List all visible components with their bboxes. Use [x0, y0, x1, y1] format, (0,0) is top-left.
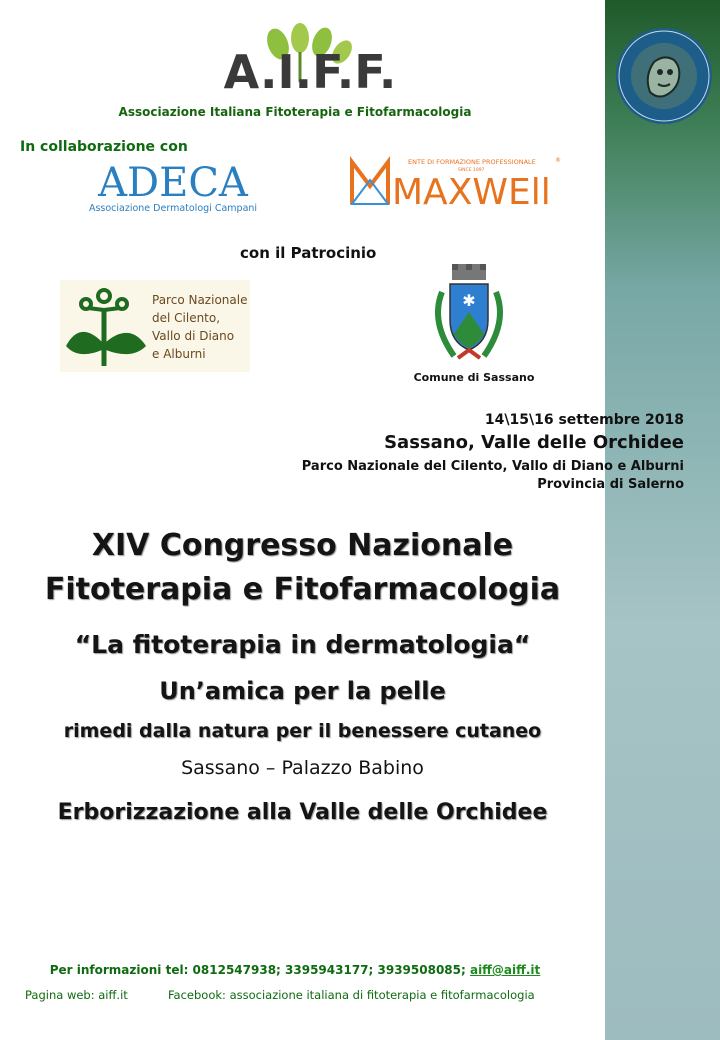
congress-tagline: Un’amica per la pelle	[159, 677, 446, 705]
adeca-logo	[88, 156, 258, 216]
svg-text:ADECA: ADECA	[98, 160, 248, 206]
association-name: Associazione Italiana Fitoterapia e Fitofarmacologia	[118, 105, 472, 119]
svg-text:Associazione Dermatologi Campa: Associazione Dermatologi Campani	[88, 203, 258, 214]
patronage-label: con il Patrocinio	[240, 244, 377, 262]
contact-info	[0, 963, 590, 977]
website-text: Pagina web: aiff.it	[25, 988, 128, 1002]
svg-text:SINCE 1997: SINCE 1997	[458, 168, 485, 173]
contact-phones: Per informazioni tel: 0812547938; 3395943177; 3939508085;	[49, 963, 470, 977]
svg-text:®: ®	[555, 157, 561, 164]
congress-title: XIV Congresso Nazionale	[91, 528, 514, 563]
maxwell-logo	[348, 152, 563, 212]
email-link[interactable]: aiff@aiff.it	[469, 963, 541, 977]
collaboration-label: In collaborazione con	[20, 139, 188, 155]
svg-text:Parco Nazionale del Cilent: Parco Nazionale del Cilento, Vallo di Diano e Alburni	[152, 293, 248, 361]
svg-text:ENTE DI FORMAZIONE PROFESSIONA: ENTE DI FORMAZIONE PROFESSIONALE	[408, 158, 536, 166]
svg-text:A.I.F.F.: A.I.F.F.	[223, 45, 397, 99]
event-dates: 14\15\16 settembre 2018	[484, 412, 684, 428]
svg-text:MAXWEll: MAXWEll	[392, 172, 551, 212]
decorative-side-band	[605, 0, 720, 1040]
congress-subtitle: rimedi dalla natura per il benessere cutaneo	[63, 720, 542, 742]
aiff-logo	[200, 22, 420, 100]
svg-text:✱: ✱	[462, 291, 476, 310]
society-seal-icon	[614, 26, 714, 126]
congress-theme: “La fitoterapia in dermatologia“	[74, 630, 531, 659]
facebook-text: Facebook: associazione italiana di fitoterapia e fitofarmacologia	[168, 988, 535, 1002]
comune-coat-of-arms-icon	[424, 262, 514, 367]
event-place: Sassano, Valle delle Orchidee	[384, 432, 684, 453]
event-park: Parco Nazionale del Cilento, Vallo di Diano e Alburni	[301, 459, 684, 474]
venue: Sassano – Palazzo Babino	[181, 757, 424, 779]
comune-label: Comune di Sassano	[413, 371, 535, 384]
event-province: Provincia di Salerno	[537, 477, 684, 492]
congress-subject: Fitoterapia e Fitofarmacologia	[44, 572, 561, 607]
excursion-title: Erborizzazione alla Valle delle Orchidee	[57, 800, 548, 825]
parco-nazionale-logo	[60, 280, 250, 372]
